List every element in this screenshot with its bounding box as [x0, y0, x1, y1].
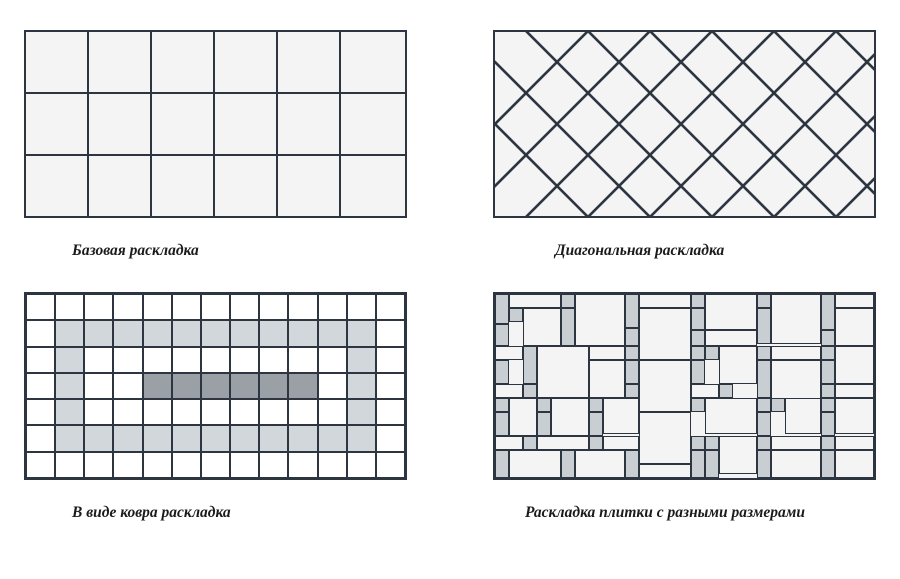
carpet-tile	[376, 294, 405, 320]
mixed-size-tile	[495, 360, 509, 384]
mixed-size-tile	[691, 398, 705, 412]
mixed-size-tile	[719, 346, 757, 384]
mixed-size-tile	[705, 346, 719, 360]
grid-line-vertical	[150, 32, 152, 216]
carpet-tile	[318, 320, 347, 346]
mixed-size-tile	[509, 294, 561, 308]
carpet-tile	[259, 452, 288, 478]
mixed-size-tile	[603, 398, 639, 434]
carpet-tile	[84, 452, 113, 478]
mixed-size-tile	[561, 308, 575, 346]
carpet-tile	[26, 399, 55, 425]
grid-line-vertical	[213, 32, 215, 216]
mixed-size-tile	[757, 346, 771, 360]
mixed-size-tile	[625, 328, 639, 346]
mixed-size-tile	[551, 398, 589, 436]
carpet-tile	[201, 347, 230, 373]
grid-line-vertical	[276, 32, 278, 216]
carpet-tile	[201, 294, 230, 320]
mixed-size-tile	[575, 294, 625, 346]
mixed-size-tile	[589, 398, 603, 412]
carpet-tile	[347, 347, 376, 373]
mixed-size-tile	[785, 398, 821, 434]
mixed-size-tile	[757, 436, 771, 450]
carpet-tile	[172, 399, 201, 425]
mixed-size-tile	[691, 436, 705, 450]
carpet-tile	[376, 347, 405, 373]
figure-mixed-size-grid	[493, 292, 876, 480]
mixed-size-tile	[821, 384, 835, 398]
carpet-tile	[347, 294, 376, 320]
mixed-size-tile	[495, 384, 523, 398]
carpet-tile	[376, 320, 405, 346]
mixed-size-tile	[639, 308, 691, 360]
carpet-tile	[347, 373, 376, 399]
carpet-tile	[376, 373, 405, 399]
carpet-tile	[26, 373, 55, 399]
carpet-tile	[259, 425, 288, 451]
carpet-tile	[143, 399, 172, 425]
mixed-size-tile	[691, 346, 705, 360]
carpet-tile	[55, 320, 84, 346]
mixed-size-tile	[523, 308, 561, 346]
carpet-tile	[55, 425, 84, 451]
panel-mixed-size-layout	[493, 292, 876, 524]
carpet-tile	[201, 373, 230, 399]
carpet-tile	[113, 347, 142, 373]
carpet-tile	[143, 373, 172, 399]
mixed-size-tile	[771, 450, 821, 478]
mixed-size-tile	[495, 398, 509, 412]
figure-carpet-grid	[24, 292, 407, 480]
mixed-size-tile	[691, 384, 719, 398]
panel-diagonal-layout	[493, 30, 876, 262]
carpet-tile	[230, 347, 259, 373]
mixed-size-tile	[625, 450, 639, 478]
carpet-tile	[318, 399, 347, 425]
mixed-size-tile	[495, 294, 509, 324]
mixed-size-tile	[719, 436, 757, 474]
carpet-tile	[172, 425, 201, 451]
mixed-size-tile	[821, 346, 835, 360]
carpet-tile	[143, 347, 172, 373]
mixed-size-tile	[771, 436, 821, 450]
carpet-tile	[318, 347, 347, 373]
mixed-size-tile	[705, 450, 719, 478]
mixed-size-tile	[757, 412, 771, 436]
carpet-tile	[318, 294, 347, 320]
mixed-size-tile	[705, 398, 757, 434]
carpet-tile	[259, 347, 288, 373]
carpet-tile	[318, 452, 347, 478]
carpet-tile	[172, 347, 201, 373]
mixed-size-tile	[821, 412, 835, 436]
mixed-size-tile	[705, 294, 757, 330]
mixed-size-tile	[625, 346, 639, 360]
carpet-tile	[376, 452, 405, 478]
mixed-size-tile	[757, 450, 771, 478]
carpet-tile	[113, 425, 142, 451]
carpet-tile	[113, 452, 142, 478]
carpet-tile	[172, 452, 201, 478]
carpet-tile	[230, 452, 259, 478]
mixed-size-tile	[603, 436, 639, 450]
carpet-tile	[376, 425, 405, 451]
mixed-size-tile	[495, 412, 509, 436]
carpet-tile	[230, 320, 259, 346]
carpet-tile	[230, 425, 259, 451]
carpet-tile	[259, 294, 288, 320]
carpet-tile	[84, 294, 113, 320]
mixed-size-tile	[691, 330, 705, 346]
mixed-size-tile	[495, 324, 509, 346]
carpet-tile	[288, 425, 317, 451]
mixed-size-tile	[705, 330, 757, 346]
mixed-size-tile	[835, 450, 874, 478]
mixed-size-tile	[691, 360, 705, 384]
mixed-size-tile	[625, 360, 639, 384]
carpet-tile	[55, 452, 84, 478]
mixed-size-tile	[537, 346, 589, 398]
mixed-size-tile	[835, 398, 874, 434]
carpet-tile	[55, 294, 84, 320]
grid-line-horizontal	[26, 154, 405, 156]
carpet-tile	[26, 452, 55, 478]
carpet-tile	[113, 399, 142, 425]
carpet-tile	[259, 399, 288, 425]
mixed-size-tile	[639, 464, 691, 478]
carpet-tile	[201, 425, 230, 451]
carpet-tile	[288, 320, 317, 346]
carpet-tile	[26, 294, 55, 320]
grid-line-vertical	[87, 32, 89, 216]
mixed-size-tile	[757, 308, 771, 344]
carpet-tile	[230, 399, 259, 425]
carpet-tile	[113, 294, 142, 320]
grid-line-horizontal	[26, 92, 405, 94]
mixed-size-tile	[757, 294, 771, 308]
carpet-tile	[259, 320, 288, 346]
mixed-size-tile	[757, 360, 771, 398]
carpet-tile	[84, 373, 113, 399]
mixed-size-tile	[691, 308, 705, 330]
mixed-size-tile	[821, 330, 835, 346]
mixed-size-tile	[495, 436, 523, 450]
carpet-tile	[26, 425, 55, 451]
carpet-tile	[172, 373, 201, 399]
carpet-tile	[288, 347, 317, 373]
mixed-size-tile	[691, 450, 705, 478]
mixed-size-tile	[509, 398, 537, 436]
mixed-size-tile	[835, 294, 874, 308]
mixed-size-tile	[757, 398, 771, 412]
carpet-tile	[55, 347, 84, 373]
carpet-tile	[113, 373, 142, 399]
carpet-tile	[347, 320, 376, 346]
mixed-size-tile	[821, 436, 835, 450]
mixed-size-tile	[719, 384, 733, 398]
panel-basic-layout	[24, 30, 407, 262]
carpet-tile	[347, 399, 376, 425]
carpet-tile	[143, 320, 172, 346]
carpet-tile	[84, 347, 113, 373]
mixed-size-tile	[495, 346, 523, 360]
mixed-size-tile	[509, 308, 523, 322]
mixed-size-tile	[821, 450, 835, 478]
mixed-size-tile	[495, 450, 509, 478]
carpet-tile	[26, 320, 55, 346]
mixed-size-tile	[509, 450, 561, 478]
mixed-size-tile	[835, 436, 874, 450]
carpet-tile	[288, 294, 317, 320]
diagonal-lines-svg	[495, 32, 874, 216]
figure-diagonal-grid	[493, 30, 876, 218]
carpet-tile	[143, 294, 172, 320]
carpet-tile	[26, 347, 55, 373]
carpet-tile	[172, 294, 201, 320]
mixed-size-tile	[589, 412, 603, 436]
caption-mixed-size-layout: Раскладка плитки с разными размерами	[525, 504, 805, 521]
carpet-tile	[347, 452, 376, 478]
mixed-size-tile	[821, 360, 835, 384]
carpet-tile	[347, 425, 376, 451]
mixed-size-tile	[537, 412, 551, 436]
mixed-size-tile	[835, 384, 874, 398]
mixed-size-tile	[523, 436, 537, 450]
mixed-size-tile	[589, 360, 625, 398]
mixed-size-tile	[537, 436, 589, 450]
carpet-tile	[55, 399, 84, 425]
carpet-tile	[143, 425, 172, 451]
carpet-tile	[201, 320, 230, 346]
carpet-tile	[201, 452, 230, 478]
carpet-tile	[230, 373, 259, 399]
mixed-size-tile	[771, 346, 821, 360]
mixed-size-tile	[639, 294, 691, 308]
mixed-size-tile	[589, 436, 603, 450]
mixed-size-tile	[523, 384, 537, 398]
carpet-tile	[288, 452, 317, 478]
mixed-size-tile	[537, 398, 551, 412]
carpet-tile	[84, 320, 113, 346]
mixed-size-tile	[835, 308, 874, 346]
caption-diagonal-layout: Диагональная раскладка	[555, 242, 725, 259]
carpet-tile	[288, 373, 317, 399]
grid-line-vertical	[339, 32, 341, 216]
mixed-size-tile	[705, 436, 719, 450]
caption-basic-layout: Базовая раскладка	[72, 242, 199, 259]
carpet-tile	[143, 452, 172, 478]
mixed-size-tile	[821, 294, 835, 330]
mixed-size-tile	[575, 450, 625, 478]
carpet-tile	[318, 425, 347, 451]
carpet-tile	[259, 373, 288, 399]
mixed-size-tile	[771, 294, 821, 344]
figure-basic-grid	[24, 30, 407, 218]
mixed-size-tile	[771, 398, 785, 412]
carpet-tile	[172, 320, 201, 346]
carpet-tile	[84, 399, 113, 425]
mixed-size-tile	[835, 346, 874, 384]
carpet-tile	[113, 320, 142, 346]
mixed-size-tile	[821, 398, 835, 412]
carpet-tile	[230, 294, 259, 320]
carpet-tile	[318, 373, 347, 399]
carpet-tile	[288, 399, 317, 425]
carpet-tile	[201, 399, 230, 425]
carpet-tile	[376, 399, 405, 425]
mixed-size-tile	[625, 384, 639, 398]
carpet-tile	[84, 425, 113, 451]
mixed-size-tile	[691, 294, 705, 308]
mixed-size-tile	[561, 450, 575, 478]
caption-carpet-layout: В виде ковра раскладка	[72, 504, 231, 521]
panel-carpet-layout	[24, 292, 407, 524]
mixed-size-tile	[639, 412, 691, 464]
carpet-tile	[55, 373, 84, 399]
mixed-size-tile	[589, 346, 625, 360]
mixed-size-tile	[639, 360, 691, 412]
mixed-size-tile	[625, 294, 639, 328]
mixed-size-tile	[561, 294, 575, 308]
mixed-size-tile	[523, 346, 537, 384]
